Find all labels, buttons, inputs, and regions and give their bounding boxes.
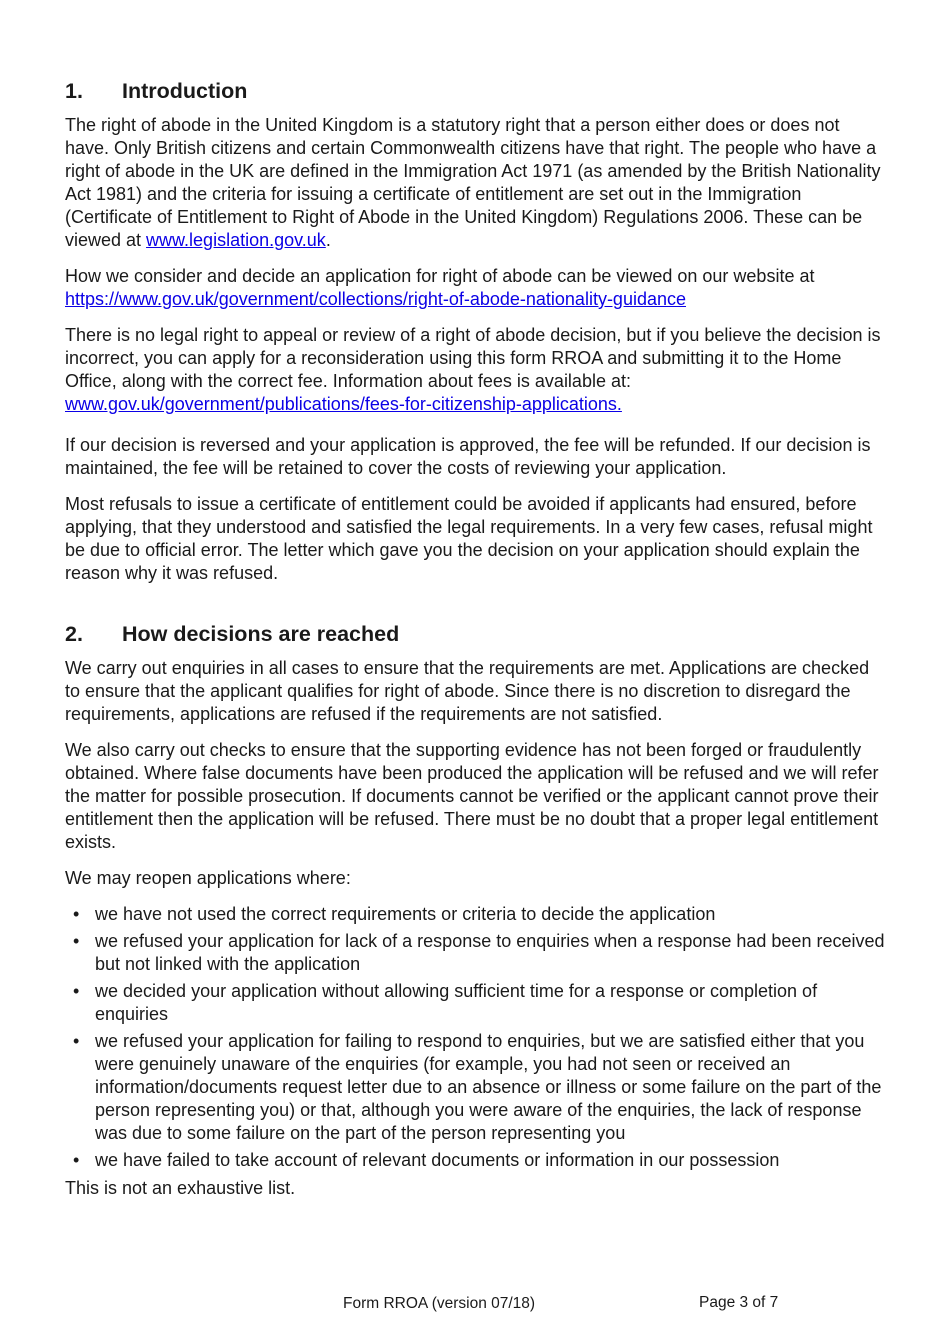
paragraph-reopen-intro: We may reopen applications where: (65, 868, 351, 888)
bullet-glyph: • (73, 904, 80, 924)
paragraph-text: There is no legal right to appeal or review of a right of abode decision, but if you believe the decision is incorrect, you can apply for a reconsideration using this form RROA and submitting it to the Home Office, along with the correct fee. Information about fees is available at: (65, 325, 881, 391)
paragraph-enquiries: We carry out enquiries in all cases to ensure that the requirements are met. Applications are checked to ensure that the applicant qualifies for right of abode. Since there is no discretion to disregard the requirements, applications are refused if the requirements are not satisfied. (65, 658, 870, 724)
paragraph-end: . (325, 230, 331, 250)
section-title: How decisions are reached (122, 622, 400, 646)
list-item-text: we refused your application for lack of a response to enquiries when a response had been received but not linked with the application (95, 931, 885, 974)
section-how-decisions (65, 619, 887, 1200)
fees-link[interactable]: www.gov.uk/government/publications/fees-for-citizenship-applications. (65, 394, 622, 414)
section-title: Introduction (122, 79, 248, 103)
bullet-glyph: • (73, 1031, 80, 1051)
footer-page-number: Page 3 of 7 (699, 1294, 779, 1311)
guidance-link[interactable]: https://www.gov.uk/government/collections/right-of-abode-nationality-guidance (65, 289, 686, 309)
paragraph-fee-refund: If our decision is reversed and your application is approved, the fee will be refunded. If our decision is maintained, the fee will be retained to cover the costs of reviewing your application. (65, 435, 871, 478)
reopen-list (65, 903, 887, 1172)
document-page (65, 76, 887, 1213)
paragraph-no-legal-right (65, 324, 887, 416)
paragraph-not-exhaustive: This is not an exhaustive list. (65, 1178, 296, 1198)
list-item-text: we have failed to take account of relevant documents or information in our possession (95, 1150, 780, 1170)
section-introduction (65, 76, 887, 585)
section-number: 2. (65, 622, 83, 646)
list-item (73, 1030, 887, 1145)
footer-form-label: Form RROA (version 07/18) (343, 1295, 536, 1312)
paragraph-right-of-abode (65, 114, 887, 252)
paragraph-refusals: Most refusals to issue a certificate of entitlement could be avoided if applicants had ensured, before applying, that they understood and satisfied the legal requirements. In a very few cases, refusal might be due to official error. The letter which gave you the decision on your application should explain the reason why it was refused. (65, 494, 873, 583)
list-item-text: we have not used the correct requirements or criteria to decide the application (95, 904, 716, 924)
paragraph-how-we-consider (65, 265, 887, 311)
bullet-glyph: • (73, 1150, 80, 1170)
section-heading-decisions (65, 619, 887, 649)
paragraph-text: The right of abode in the United Kingdom is a statutory right that a person either does or does not have. Only British citizens and certain Commonwealth citizens have that right. The people who have a right of abode in the UK are defined in the Immigration Act 1971 (as amended by the British Nationality Act 1981) and the criteria for issuing a certificate of entitlement are set out in the Immigration (Certificate of Entitlement to Right of Abode in the United Kingdom) Regulations 2006. These can be viewed at (65, 115, 881, 250)
bullet-glyph: • (73, 931, 80, 951)
list-item-text: we refused your application for failing to respond to enquiries, but we are satisfied either that you were genuinely unaware of the enquiries (for example, you had not seen or received an information/documents request letter due to an absence or illness or some failure on the part of the person representing you) or that, although you were aware of the enquiries, the lack of response was due to some failure on the part of the person representing you (95, 1031, 882, 1143)
list-item (73, 1149, 887, 1172)
paragraph-checks: We also carry out checks to ensure that the supporting evidence has not been forged or fraudulently obtained. Where false documents have been produced the application will be refused and we will refer the matter for possible prosecution. If documents cannot be verified or the applicant cannot prove their entitlement then the application will be refused. There must be no doubt that a proper legal entitlement exists. (65, 740, 879, 852)
paragraph-text: How we consider and decide an application for right of abode can be viewed on our website at (65, 266, 815, 286)
bullet-glyph: • (73, 981, 80, 1001)
legislation-link[interactable]: www.legislation.gov.uk (146, 230, 326, 250)
list-item (73, 930, 887, 976)
list-item-text: we decided your application without allowing sufficient time for a response or completion of enquiries (95, 981, 818, 1024)
list-item (73, 903, 887, 926)
section-number: 1. (65, 79, 83, 103)
section-heading-introduction (65, 76, 887, 106)
list-item (73, 980, 887, 1026)
